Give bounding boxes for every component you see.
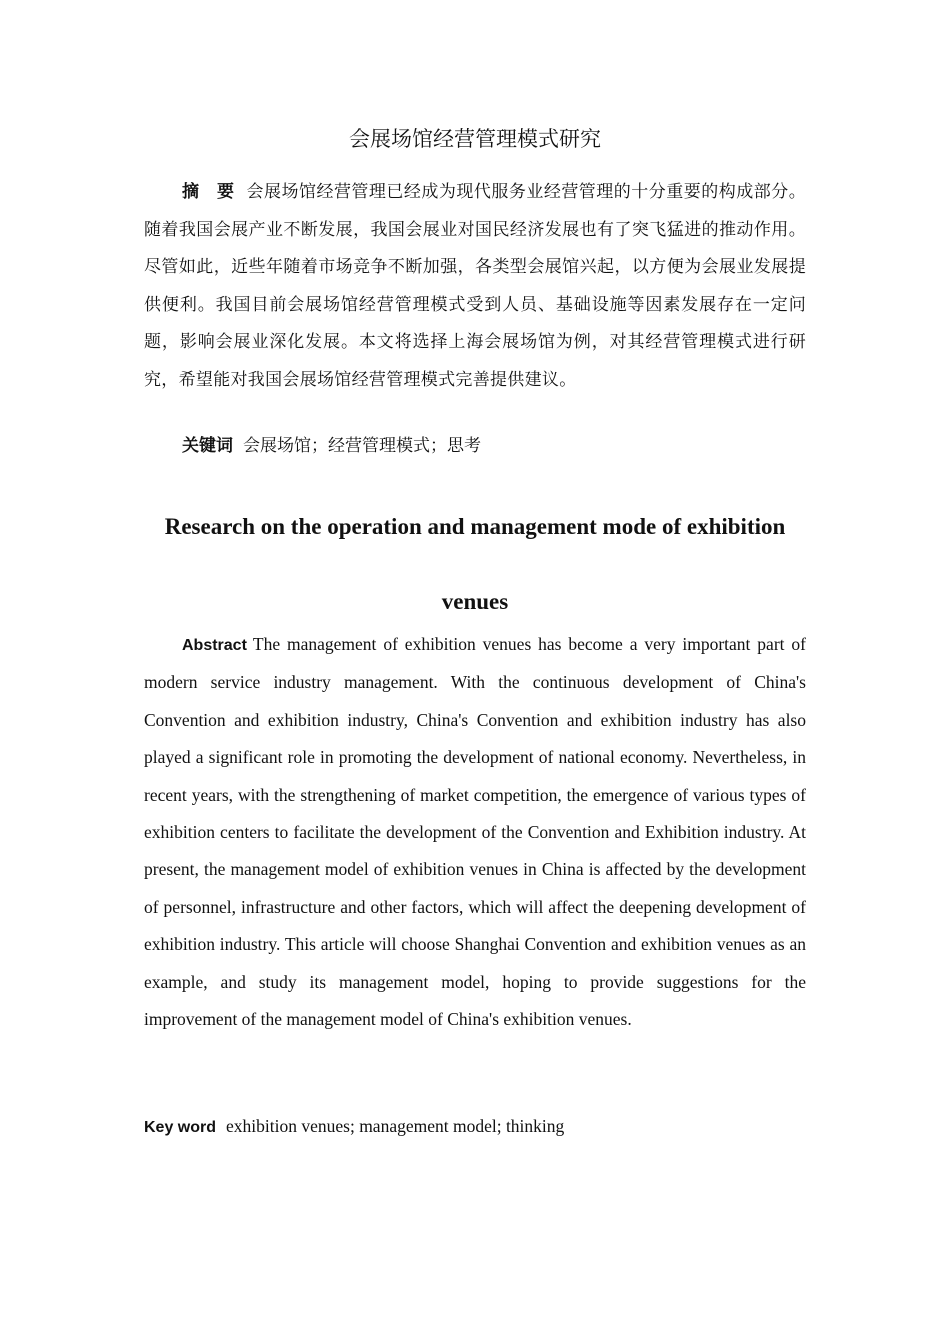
english-abstract <box>144 626 806 1038</box>
english-abstract-text: The management of exhibition venues has become a very important part of modern service industry management. With the continuous development of China's Convention and exhibition industry, China's Convention and exhibition industry has also played a significant role in promoting the development of national economy. Nevertheless, in recent years, with the strengthening of market competition, the emergence of various types of exhibition centers to facilitate the development of the Convention and Exhibition industry. At present, the management model of exhibition venues in China is affected by the development of personnel, infrastructure and other factors, which will affect the deepening development of exhibition industry. This article will choose Shanghai Convention and exhibition venues as an example, and study its management model, hoping to provide suggestions for the improvement of the management model of China's exhibition venues. <box>144 634 806 1030</box>
chinese-keywords-label: 关键词 <box>182 436 233 456</box>
chinese-keywords <box>182 430 481 462</box>
english-keywords-label: Key word <box>144 1119 217 1136</box>
chinese-abstract-text: 会展场馆经营管理已经成为现代服务业经营管理的十分重要的构成部分。随着我国会展产业不断发展，我国会展业对国民经济发展也有了突飞猛进的推动作用。尽管如此，近些年随着市场竞争不断加强，各类型会展馆兴起，以方便为会展业发展提供便利。我国目前会展场馆经营管理模式受到人员、基础设施等因素发展存在一定问题，影响会展业深化发展。本文将选择上海会展场馆为例，对其经营管理模式进行研究，希望能对我国会展场馆经营管理模式完善提供建议。 <box>144 182 806 390</box>
english-keywords-text: exhibition venues; management model; thinking <box>226 1116 565 1136</box>
chinese-title: 会展场馆经营管理模式研究 <box>349 127 601 151</box>
chinese-abstract <box>144 174 806 399</box>
english-keywords <box>144 1110 564 1144</box>
english-title: Research on the operation and management mode of exhibition venues <box>164 514 786 614</box>
chinese-keywords-text: 会展场馆；经营管理模式；思考 <box>243 436 481 456</box>
english-abstract-label: Abstract <box>182 637 247 654</box>
chinese-abstract-label: 摘 要 <box>182 182 235 202</box>
